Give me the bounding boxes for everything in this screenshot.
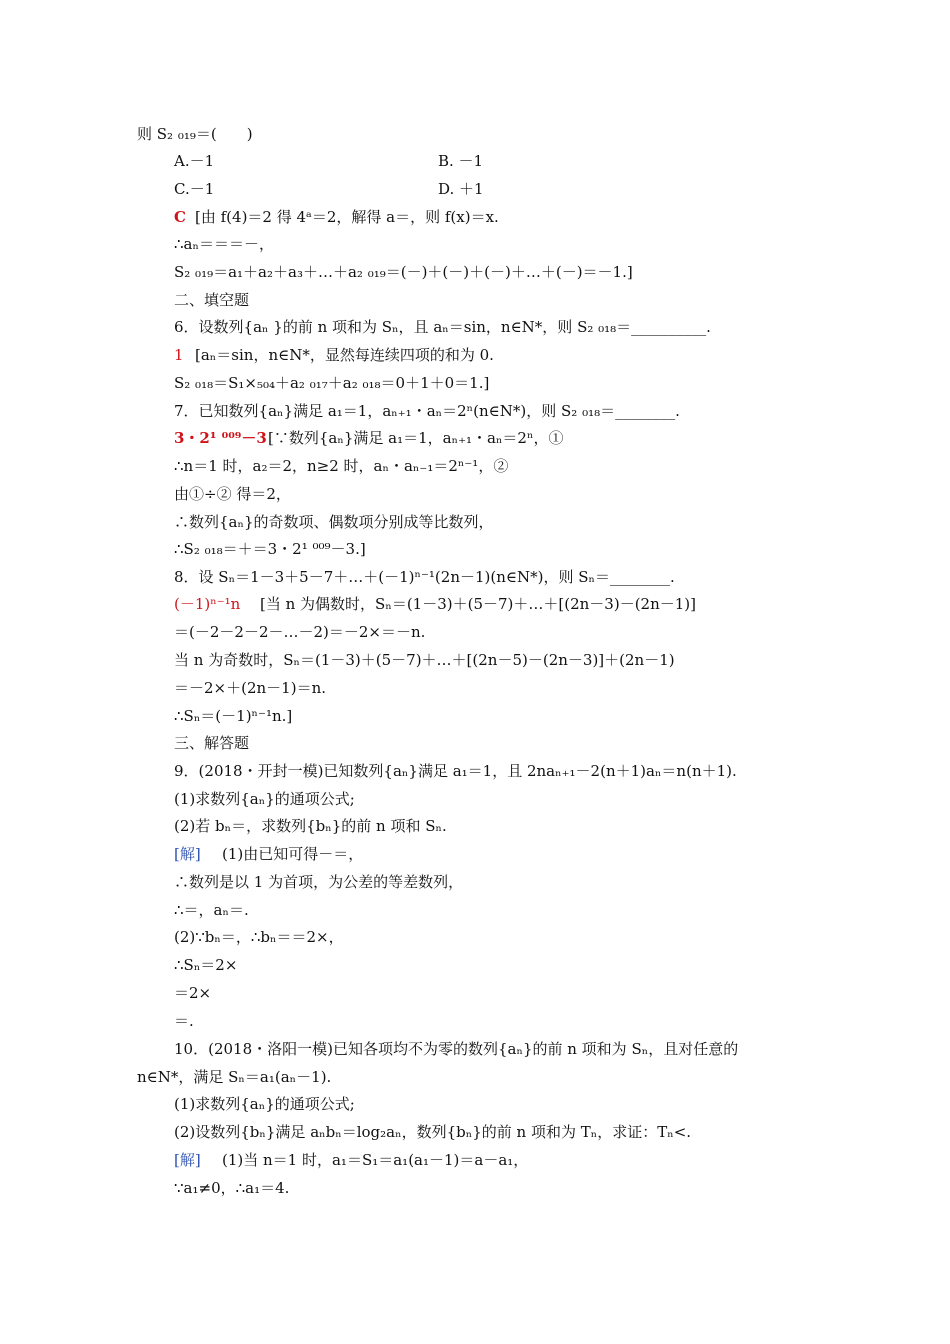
option-a: A.－1 (174, 152, 215, 170)
solution-line: ＝－2×＋(2n－1)＝n. (174, 679, 326, 697)
question-8: 8．设 Sₙ＝1－3＋5－7＋…＋(－1)ⁿ⁻¹(2n－1)(n∈N*)，则 Sₙ＝________. (174, 568, 675, 586)
answer-label: C (174, 208, 186, 226)
solution-line: ∴Sₙ＝2× (174, 956, 238, 974)
solution-line: (1)当 n＝1 时，a₁＝S₁＝a₁(a₁－1)＝a－a₁， (222, 1151, 529, 1169)
solution-line: ∴n＝1 时，a₂＝2，n≥2 时，aₙ・aₙ₋₁＝2ⁿ⁻¹，② (174, 457, 509, 475)
solution-line: ∴数列{aₙ}的奇数项、偶数项分别成等比数列， (174, 513, 494, 531)
solution-line: [由 f(4)＝2 得 4ᵃ＝2，解得 a＝，则 f(x)＝x. (195, 208, 499, 226)
solution-tag: [解] (174, 845, 201, 863)
option-c: C.－1 (174, 180, 215, 198)
solution-line: ∴Sₙ＝(－1)ⁿ⁻¹n.] (174, 707, 293, 725)
solution-line: (1)由已知可得－＝， (222, 845, 364, 863)
solution-line: S₂ ₀₁₉＝a₁＋a₂＋a₃＋…＋a₂ ₀₁₉＝(－)＋(－)＋(－)＋…＋(－)＝－1.] (174, 263, 633, 281)
solution-tag: [解] (174, 1151, 201, 1169)
solution-line: [当 n 为偶数时，Sₙ＝(1－3)＋(5－7)＋…＋[(2n－3)－(2n－1)] (260, 595, 697, 613)
question-10-part: (1)求数列{aₙ}的通项公式; (174, 1095, 355, 1113)
solution-line: [∵数列{aₙ}满足 a₁＝1，aₙ₊₁・aₙ＝2ⁿ，① (268, 429, 564, 447)
question-10: 10．(2018・洛阳一模)已知各项均不为零的数列{aₙ}的前 n 项和为 Sₙ，且对任意的 (174, 1040, 739, 1058)
solution-line: 由①÷② 得＝2， (174, 485, 291, 503)
solution-line: ＝2× (174, 984, 212, 1002)
question-7: 7．已知数列{aₙ}满足 a₁＝1，aₙ₊₁・aₙ＝2ⁿ(n∈N*)，则 S₂ ₀₁₈＝________. (174, 402, 680, 420)
solution-line: ∴＝，aₙ＝. (174, 901, 249, 919)
solution-line: ∴aₙ＝＝＝－， (174, 235, 274, 253)
solution-line: ∴S₂ ₀₁₈＝＋＝3・2¹ ⁰⁰⁹－3.] (174, 540, 366, 558)
section-heading: 三、解答题 (174, 734, 250, 752)
answer-label: (－1)ⁿ⁻¹n (174, 595, 241, 613)
question-10-part: (2)设数列{bₙ}满足 aₙbₙ＝log₂aₙ，数列{bₙ}的前 n 项和为 Tₙ，求证：Tₙ<. (174, 1123, 692, 1141)
solution-line: ＝. (174, 1012, 194, 1030)
question-9-part: (2)若 bₙ＝，求数列{bₙ}的前 n 项和 Sₙ. (174, 817, 447, 835)
answer-label: 1 (174, 346, 184, 364)
solution-line: (2)∵bₙ＝，∴bₙ＝＝2×， (174, 928, 344, 946)
solution-line: 当 n 为奇数时，Sₙ＝(1－3)＋(5－7)＋…＋[(2n－5)－(2n－3)]＋(2n－1) (174, 651, 675, 669)
option-d: D. ＋1 (438, 180, 484, 198)
question-stem: 则 S₂ ₀₁₉＝( ) (137, 125, 253, 143)
answer-label: 3・2¹ ⁰⁰⁹－3 (174, 429, 267, 447)
question-9-part: (1)求数列{aₙ}的通项公式; (174, 790, 355, 808)
solution-line: ∵a₁≠0，∴a₁＝4. (174, 1179, 290, 1197)
solution-line: ∴数列是以 1 为首项，为公差的等差数列， (174, 873, 464, 891)
solution-line: [aₙ＝sin，n∈N*，显然每连续四项的和为 0. (195, 346, 494, 364)
question-9: 9．(2018・开封一模)已知数列{aₙ}满足 a₁＝1，且 2naₙ₊₁－2(n＋1)aₙ＝n(n＋1). (174, 762, 737, 780)
solution-line: S₂ ₀₁₈＝S₁×₅₀₄＋a₂ ₀₁₇＋a₂ ₀₁₈＝0＋1＋0＝1.] (174, 374, 490, 392)
solution-line: ＝(－2－2－2－…－2)＝－2×＝－n. (174, 623, 426, 641)
question-6: 6．设数列{aₙ }的前 n 项和为 Sₙ，且 aₙ＝sin，n∈N*，则 S₂ ₀₁₈＝__________. (174, 318, 711, 336)
option-b: B. －1 (438, 152, 484, 170)
question-10-cont: n∈N*，满足 Sₙ＝a₁(aₙ－1). (137, 1068, 332, 1086)
section-heading: 二、填空题 (174, 291, 250, 309)
